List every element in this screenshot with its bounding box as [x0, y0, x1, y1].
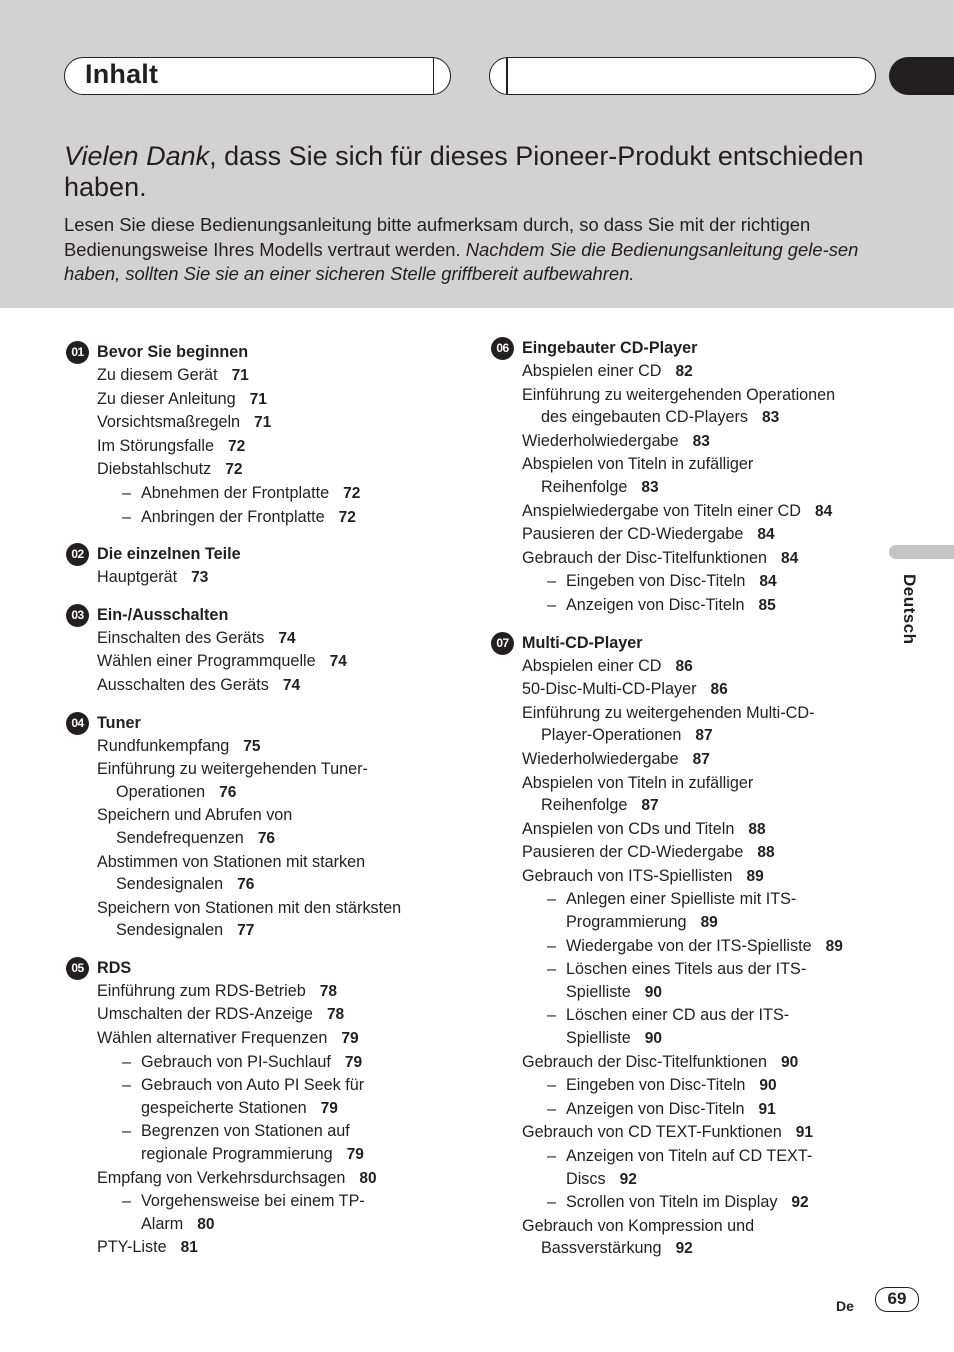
section-number-badge: 07	[491, 632, 514, 655]
toc-entry	[66, 851, 456, 897]
toc-section	[66, 956, 456, 1260]
entry-text: Eingeben von Disc-Titeln	[566, 572, 746, 591]
entry-text: Vorgehensweise bei einem TP-	[141, 1192, 365, 1211]
entry-continuation-text: Sendefrequenzen	[116, 828, 244, 847]
toc-entry	[66, 1027, 456, 1051]
entry-text: Pausieren der CD-Wiedergabe	[522, 843, 744, 862]
dash-bullet: –	[547, 1076, 557, 1095]
dash-bullet: –	[547, 890, 557, 909]
entry-continuation-text: des eingebauten CD-Players	[541, 408, 748, 427]
entry-text: Begrenzen von Stationen auf	[141, 1122, 350, 1141]
page-ref: 73	[191, 569, 209, 587]
page-ref: 89	[746, 867, 764, 885]
blank-pill	[489, 57, 876, 95]
section-title: Tuner	[97, 713, 141, 732]
entry-text: Anlegen einer Spielliste mit ITS-	[566, 890, 797, 909]
thanks-heading	[64, 141, 904, 203]
toc-subentry	[491, 888, 881, 934]
entry-continuation-text: Reihenfolge	[541, 796, 628, 815]
entry-continuation	[97, 873, 456, 897]
entry-text: Pausieren der CD-Wiedergabe	[522, 525, 744, 544]
entry-continuation	[141, 1097, 456, 1121]
entry-continuation-text: Spielliste	[566, 982, 631, 1001]
entry-text: Wiederholwiedergabe	[522, 749, 679, 768]
entry-continuation	[97, 781, 456, 805]
toc-entry	[491, 1121, 881, 1145]
entry-continuation	[522, 406, 881, 430]
toc-entry	[66, 674, 456, 698]
entry-text: Scrollen von Titeln im Display	[566, 1193, 778, 1212]
toc-entry	[491, 818, 881, 842]
entry-text: Vorsichtsmaßregeln	[97, 413, 241, 432]
section-heading	[491, 336, 881, 360]
section-heading	[66, 542, 456, 566]
entry-text: Wählen einer Programmquelle	[97, 652, 316, 671]
toc-subentry	[491, 594, 881, 618]
entry-continuation-text: Bassverstärkung	[541, 1239, 662, 1258]
page-ref: 77	[237, 922, 255, 940]
entry-continuation	[141, 1213, 456, 1237]
dash-bullet: –	[547, 936, 557, 955]
page-ref: 87	[641, 797, 659, 815]
toc-entry	[491, 360, 881, 384]
page-ref: 84	[781, 549, 799, 567]
toc-entry	[66, 735, 456, 759]
entry-continuation-text: Spielliste	[566, 1029, 631, 1048]
entry-continuation	[141, 1143, 456, 1167]
toc-entry	[66, 435, 456, 459]
toc-subentry	[491, 1098, 881, 1122]
entry-continuation-text: Sendesignalen	[116, 875, 224, 894]
toc-entry	[491, 678, 881, 702]
page-ref: 86	[710, 681, 728, 699]
entry-text: Gebrauch von Kompression und	[522, 1216, 755, 1235]
page-ref: 90	[759, 1077, 777, 1095]
page-number: 69	[875, 1287, 919, 1312]
page-ref: 92	[675, 1240, 693, 1258]
toc-section	[491, 336, 881, 618]
entry-text: Im Störungsfalle	[97, 436, 214, 455]
entry-continuation	[566, 1168, 881, 1192]
dash-bullet: –	[122, 1122, 132, 1141]
dash-bullet: –	[122, 1052, 132, 1071]
entry-text: Hauptgerät	[97, 568, 178, 587]
entry-text: Einführung zu weitergehenden Multi-CD-	[522, 703, 815, 722]
page-ref: 84	[814, 502, 833, 520]
entry-text: Speichern von Stationen mit den stärksten	[97, 898, 402, 917]
toc-subentry	[491, 1145, 881, 1191]
entry-text: Anspielen von CDs und Titeln	[522, 819, 735, 838]
page-ref: 78	[326, 1006, 345, 1024]
page-ref: 76	[257, 829, 276, 847]
subentry-text-wrap	[547, 1145, 881, 1191]
entry-text: Rundfunkempfang	[97, 736, 230, 755]
page-ref: 76	[237, 876, 255, 894]
entry-continuation	[97, 919, 456, 943]
page-ref: 90	[781, 1053, 799, 1071]
page-ref: 72	[227, 437, 246, 455]
section-title: Die einzelnen Teile	[97, 545, 241, 564]
section-number-badge: 02	[66, 543, 89, 566]
entry-text: Speichern und Abrufen von	[97, 806, 293, 825]
toc-section	[66, 711, 456, 943]
toc-section	[66, 542, 456, 590]
subentry-text-wrap	[122, 1074, 456, 1120]
entry-text: Abspielen von Titeln in zufälliger	[522, 455, 754, 474]
entry-text: Abspielen einer CD	[522, 362, 662, 380]
dash-bullet: –	[122, 483, 132, 502]
toc-subentry	[66, 506, 456, 530]
toc-entry	[66, 627, 456, 651]
section-heading	[66, 711, 456, 735]
entry-text: Ausschalten des Geräts	[97, 675, 269, 694]
toc-entry	[66, 566, 456, 590]
page-title: Inhalt	[85, 59, 159, 89]
page-ref: 74	[278, 629, 296, 647]
toc-right-column	[491, 336, 881, 1274]
entry-continuation-text: Sendesignalen	[116, 921, 224, 940]
toc-entry	[66, 388, 456, 412]
section-heading	[66, 956, 456, 980]
subentry-text-wrap	[547, 570, 881, 594]
toc-entry	[491, 500, 881, 524]
page-ref: 80	[359, 1169, 377, 1187]
page-ref: 91	[795, 1124, 813, 1142]
section-number-badge: 06	[491, 337, 514, 360]
thanks-italic: Vielen Dank	[64, 141, 210, 171]
toc-entry	[66, 411, 456, 435]
thanks-rest: , dass Sie sich für dieses Pioneer-Produkt entschieden haben.	[64, 141, 864, 202]
section-heading	[66, 603, 456, 627]
dash-bullet: –	[547, 960, 557, 979]
entry-text: Anspielwiedergabe von Titeln einer CD	[522, 501, 801, 520]
section-marker-tab	[889, 57, 954, 95]
page-ref: 74	[329, 653, 347, 671]
page-ref: 71	[231, 367, 249, 384]
page-ref: 83	[692, 432, 710, 450]
intro-regular: Lesen Sie diese Bedienungsanleitung bitte aufmerksam durch, so dass Sie mit der richtigen Bedienungsweise Ihres Modells vertraut werden.	[64, 214, 811, 260]
entry-text: Zu diesem Gerät	[97, 366, 218, 384]
dash-bullet: –	[547, 572, 557, 591]
entry-text: Gebrauch von CD TEXT-Funktionen	[522, 1123, 782, 1142]
page-ref: 84	[757, 526, 775, 544]
page-ref: 88	[757, 844, 775, 862]
toc-left-column	[66, 340, 456, 1273]
toc-entry	[491, 772, 881, 818]
toc-entry	[66, 980, 456, 1004]
toc-entry	[491, 655, 881, 679]
page-ref: 76	[219, 783, 237, 801]
intro-paragraph	[64, 213, 894, 287]
subentry-text-wrap	[547, 935, 881, 959]
page-ref: 75	[243, 737, 261, 755]
subentry-text-wrap	[547, 888, 881, 934]
page-ref: 87	[695, 727, 713, 745]
page-ref: 71	[249, 390, 267, 408]
entry-text: Einführung zu weitergehenden Operationen	[522, 385, 836, 404]
dash-bullet: –	[122, 507, 132, 526]
entry-continuation	[522, 724, 881, 748]
entry-text: Diebstahlschutz	[97, 460, 212, 479]
dash-bullet: –	[547, 595, 557, 614]
toc-subentry	[66, 1074, 456, 1120]
dash-bullet: –	[122, 1076, 132, 1095]
toc-subentry	[66, 1120, 456, 1166]
entry-text: Abspielen von Titeln in zufälliger	[522, 773, 754, 792]
section-number-badge: 01	[66, 341, 89, 364]
entry-continuation	[566, 981, 881, 1005]
page-ref: 72	[338, 508, 356, 526]
subentry-text-wrap	[122, 1051, 456, 1075]
page-ref: 80	[197, 1215, 215, 1233]
language-label: Deutsch	[900, 574, 919, 645]
page-ref: 79	[341, 1030, 359, 1048]
section-title: RDS	[97, 958, 132, 977]
toc-entry	[66, 897, 456, 943]
subentry-text-wrap	[547, 1098, 881, 1122]
entry-continuation	[566, 1027, 881, 1051]
language-tab	[889, 545, 954, 559]
entry-text: Gebrauch der Disc-Titelfunktionen	[522, 1052, 768, 1071]
entry-text: Gebrauch der Disc-Titelfunktionen	[522, 548, 768, 567]
entry-continuation	[522, 476, 881, 500]
page-ref: 72	[343, 484, 361, 502]
toc-entry	[491, 865, 881, 889]
entry-text: Gebrauch von PI-Suchlauf	[141, 1052, 331, 1071]
page-ref: 89	[700, 914, 718, 932]
entry-continuation-text: gespeicherte Stationen	[141, 1098, 307, 1117]
entry-text: Abnehmen der Frontplatte	[141, 483, 330, 502]
entry-text: Anbringen der Frontplatte	[141, 507, 325, 526]
entry-text: Einführung zum RDS-Betrieb	[97, 981, 306, 1000]
entry-text: Gebrauch von Auto PI Seek für	[141, 1076, 365, 1095]
entry-continuation-text: regionale Programmierung	[141, 1145, 333, 1164]
toc-entry	[491, 748, 881, 772]
entry-text: Einschalten des Geräts	[97, 628, 265, 647]
entry-text: Abstimmen von Stationen mit starken	[97, 852, 366, 871]
toc-entry	[491, 841, 881, 865]
subentry-text-wrap	[122, 1120, 456, 1166]
page-ref: 92	[619, 1170, 637, 1188]
dash-bullet: –	[547, 1147, 557, 1165]
toc-section	[491, 631, 881, 1261]
toc-subentry	[66, 482, 456, 506]
entry-continuation-text: Player-Operationen	[541, 726, 682, 745]
page-ref: 82	[675, 363, 693, 380]
page-ref: 91	[758, 1100, 776, 1118]
entry-continuation-text: Operationen	[116, 782, 206, 801]
section-heading	[491, 631, 881, 655]
entry-text: Anzeigen von Titeln auf CD TEXT-	[566, 1147, 813, 1165]
toc-subentry	[66, 1190, 456, 1236]
page-ref: 81	[180, 1239, 198, 1257]
page-ref: 78	[319, 982, 337, 1000]
section-heading	[66, 340, 456, 364]
page-ref: 92	[791, 1194, 809, 1212]
entry-text: Löschen einer CD aus der ITS-	[566, 1006, 790, 1025]
toc-entry	[66, 364, 456, 388]
entry-continuation-text: Alarm	[141, 1214, 184, 1233]
toc-entry	[491, 1051, 881, 1075]
toc-entry	[66, 1003, 456, 1027]
entry-text: Gebrauch von ITS-Spiellisten	[522, 866, 733, 885]
subentry-text-wrap	[547, 958, 881, 1004]
page-ref: 88	[748, 820, 766, 838]
title-pill	[64, 57, 451, 95]
entry-text: 50-Disc-Multi-CD-Player	[522, 680, 697, 699]
page-ref: 72	[225, 461, 243, 479]
toc-entry	[66, 458, 456, 482]
intro-italic: Nachdem Sie die Bedienungsanleitung gele-sen haben, sollten Sie sie an einer sicheren Stelle griffbereit aufbewahren.	[64, 238, 859, 284]
toc-entry	[66, 804, 456, 850]
entry-text: Wiederholwiedergabe	[522, 431, 679, 450]
toc-entry	[491, 523, 881, 547]
toc-subentry	[66, 1051, 456, 1075]
footer-language: De	[836, 1298, 854, 1314]
subentry-text-wrap	[122, 1190, 456, 1236]
entry-text: Empfang von Verkehrsdurchsagen	[97, 1168, 346, 1187]
toc-section	[66, 603, 456, 698]
toc-entry	[66, 758, 456, 804]
entry-continuation	[522, 794, 881, 818]
toc-entry	[66, 650, 456, 674]
subentry-text-wrap	[547, 1074, 881, 1098]
section-title: Bevor Sie beginnen	[97, 343, 249, 361]
dash-bullet: –	[122, 1192, 132, 1211]
entry-text: Zu dieser Anleitung	[97, 389, 236, 408]
section-title: Eingebauter CD-Player	[522, 339, 698, 357]
entry-text: Eingeben von Disc-Titeln	[566, 1076, 746, 1095]
section-number-badge: 05	[66, 957, 89, 980]
page-ref: 74	[282, 676, 301, 694]
subentry-text-wrap	[122, 506, 456, 530]
entry-text: Wählen alternativer Frequenzen	[97, 1029, 328, 1048]
subentry-text-wrap	[547, 1004, 881, 1050]
entry-continuation-text: Programmierung	[566, 913, 687, 932]
toc-entry	[491, 384, 881, 430]
entry-continuation	[566, 911, 881, 935]
entry-text: Einführung zu weitergehenden Tuner-	[97, 760, 368, 779]
toc-subentry	[491, 1004, 881, 1050]
entry-text: Anzeigen von Disc-Titeln	[566, 1099, 745, 1118]
page-ref: 79	[320, 1099, 338, 1117]
subentry-text-wrap	[122, 482, 456, 506]
subentry-text-wrap	[547, 1191, 881, 1215]
toc-entry	[66, 1236, 456, 1260]
entry-continuation-text: Discs	[566, 1169, 606, 1188]
page-ref: 90	[644, 983, 663, 1001]
toc-entry	[491, 453, 881, 499]
toc-entry	[491, 1215, 881, 1261]
section-number-badge: 04	[66, 712, 89, 735]
pill-divider	[506, 58, 508, 94]
page-ref: 79	[344, 1053, 363, 1071]
page-ref: 90	[644, 1030, 663, 1048]
section-number-badge: 03	[66, 604, 89, 627]
page-ref: 83	[761, 409, 780, 427]
entry-continuation-text: Reihenfolge	[541, 477, 628, 496]
pill-divider	[433, 58, 435, 94]
toc-section	[66, 340, 456, 529]
entry-text: Anzeigen von Disc-Titeln	[566, 595, 745, 614]
entry-text: Wiedergabe von der ITS-Spielliste	[566, 936, 812, 955]
toc-entry	[491, 547, 881, 571]
section-title: Multi-CD-Player	[522, 633, 643, 652]
toc-subentry	[491, 1191, 881, 1215]
toc-entry	[491, 702, 881, 748]
toc-subentry	[491, 935, 881, 959]
toc-subentry	[491, 570, 881, 594]
subentry-text-wrap	[547, 594, 881, 618]
page-ref: 84	[759, 573, 777, 591]
page-ref: 83	[641, 478, 659, 496]
toc-entry	[66, 1167, 456, 1191]
entry-continuation	[97, 827, 456, 851]
page-ref: 79	[346, 1146, 364, 1164]
toc-subentry	[491, 958, 881, 1004]
page-ref: 85	[758, 596, 776, 614]
toc-subentry	[491, 1074, 881, 1098]
entry-text: PTY-Liste	[97, 1238, 167, 1257]
section-title: Ein-/Ausschalten	[97, 605, 229, 624]
page-ref: 89	[825, 937, 843, 955]
entry-text: Umschalten der RDS-Anzeige	[97, 1005, 313, 1024]
page-ref: 71	[254, 414, 272, 432]
toc-entry	[491, 430, 881, 454]
dash-bullet: –	[547, 1099, 557, 1118]
entry-text: Abspielen einer CD	[522, 656, 662, 675]
page-ref: 86	[675, 657, 693, 675]
dash-bullet: –	[547, 1193, 557, 1212]
dash-bullet: –	[547, 1006, 557, 1025]
entry-continuation	[522, 1237, 881, 1261]
entry-text: Löschen eines Titels aus der ITS-	[566, 960, 807, 979]
page-ref: 87	[692, 750, 710, 768]
